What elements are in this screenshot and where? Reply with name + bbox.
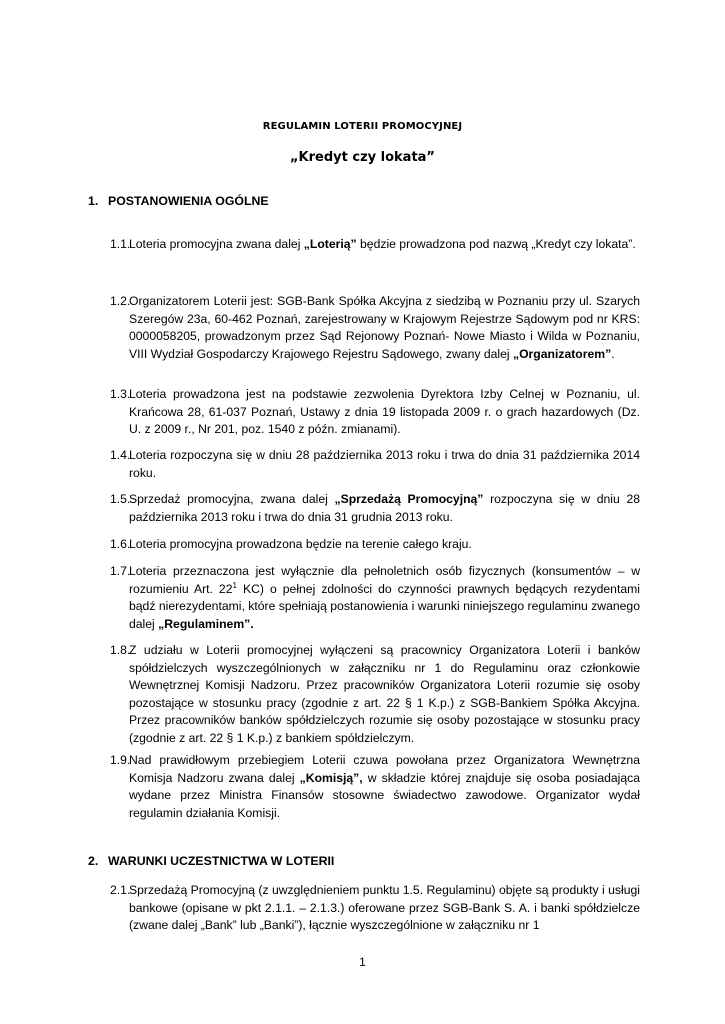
paragraph-number: 1.5. [110,492,131,506]
paragraph-number: 1.1. [110,237,131,251]
paragraph-number: 1.7. [110,564,131,578]
paragraph-text: Loteria przeznaczona jest wyłącznie dla pełnoletnich osób fizycznych (konsumentów – w rozumieniu Art. $22^1$ KC) o pełnej zdolności do czynności prawnych będących rezydentami bądź nierezydentami, które spełniają postanowienia i warunki niniejszego regulaminu zwanego dalej „Regulaminem”. [129,564,640,631]
section-number: 2. [88,854,99,868]
paragraph-number: 1.9. [110,753,131,767]
section-title: WARUNKI UCZESTNICTWA W LOTERII [108,854,335,868]
paragraph-text: Z udziału w Loterii promocyjnej wyłączeni są pracownicy Organizatora Loterii i banków spółdzielczych wyszczególnionych w załączniku nr 1 do Regulaminu oraz członkowie Wewnętrznej Komisji Nadzoru. Przez pracowników Organizatora Loterii rozumie się osoby pozostające w stosunku pracy (zgodnie z art. 22 § 1 K.p.) z SGB-Bankiem Spółka Akcyjna. Przez pracowników banków spółdzielczych rozumie się osoby pozostające w stosunku pracy (zgodnie z art. 22 § 1 K.p.) z bankiem spółdzielczym. [129,643,640,745]
paragraph-1-1 [110,236,640,254]
paragraph-number: 1.6. [110,537,131,551]
paragraph-1-3 [110,386,640,439]
paragraph-text: Nad prawidłowym przebiegiem Loterii czuwa powołana przez Organizatora Wewnętrzna Komisja Nadzoru zwana dalej „Komisją”, w składzie której znajduje się osoba posiadająca wydane przez Ministra Finansów stosowne świadectwo zawodowe. Organizator wydał regulamin działania Komisji. [129,753,641,820]
document-subtitle: „Kredyt czy lokata” [290,150,435,165]
paragraph-2-1 [110,882,640,935]
document-title: REGULAMIN LOTERII PROMOCYJNEJ [262,121,463,132]
paragraph-number: 1.3. [110,387,131,401]
paragraph-text: Loteria promocyjna zwana dalej „Loterią” będzie prowadzona pod nazwą „Kredyt czy lokata”. [129,237,636,251]
paragraph-1-4 [110,447,640,482]
paragraph-1-5 [110,491,640,526]
page-number: 1 [359,955,366,969]
paragraph-number: 1.4. [110,448,131,462]
paragraph-text: Loteria prowadzona jest na podstawie zezwolenia Dyrektora Izby Celnej w Poznaniu, ul. Krańcowa 28, 61-037 Poznań, Ustawy z dnia 19 listopada 2009 r. o grach hazardowych (Dz. U. z 2009 r., Nr 201, poz. 1540 z późn. zmianami). [129,387,640,436]
paragraph-1-7 [110,563,640,633]
paragraph-number: 1.2. [110,294,131,308]
section-heading-1 [88,194,269,208]
paragraph-1-2 [110,293,640,363]
paragraph-text: Loteria promocyjna prowadzona będzie na terenie całego kraju. [129,537,472,551]
section-title: POSTANOWIENIA OGÓLNE [108,194,269,208]
paragraph-number: 2.1. [110,883,131,897]
paragraph-1-6 [110,536,640,554]
paragraph-text: Organizatorem Loterii jest: SGB-Bank Spółka Akcyjna z siedzibą w Poznaniu przy ul. Szarych Szeregów 23a, 60-462 Poznań, zarejestrowany w Krajowym Rejestrze Sądowym pod nr KRS: 0000058205, prowadzonym przez Sąd Rejonowy Poznań- Nowe Miasto i Wilda w Poznaniu, VIII Wydział Gospodarczy Krajowego Rejestru Sądowego, zwany dalej „Organizatorem”. [129,294,640,361]
paragraph-number: 1.8. [110,643,131,657]
section-number: 1. [88,194,99,208]
paragraph-text: Sprzedażą Promocyjną (z uwzględnieniem punktu 1.5. Regulaminu) objęte są produkty i usługi bankowe (opisane w pkt 2.1.1. – 2.1.3.) oferowane przez SGB-Bank S. A. i banki spółdzielcze (zwane dalej „Bank” lub „Banki”), łącznie wyszczególnione w załączniku nr 1 [129,883,640,932]
paragraph-text: Loteria rozpoczyna się w dniu 28 października 2013 roku i trwa do dnia 31 października 2014 roku. [129,448,640,480]
paragraph-text: Sprzedaż promocyjna, zwana dalej „Sprzedażą Promocyjną” rozpoczyna się w dniu 28 października 2013 roku i trwa do dnia 31 grudnia 2013 roku. [129,492,641,524]
paragraph-1-8 [110,642,640,747]
section-heading-2 [88,854,334,868]
paragraph-1-9 [110,752,640,822]
